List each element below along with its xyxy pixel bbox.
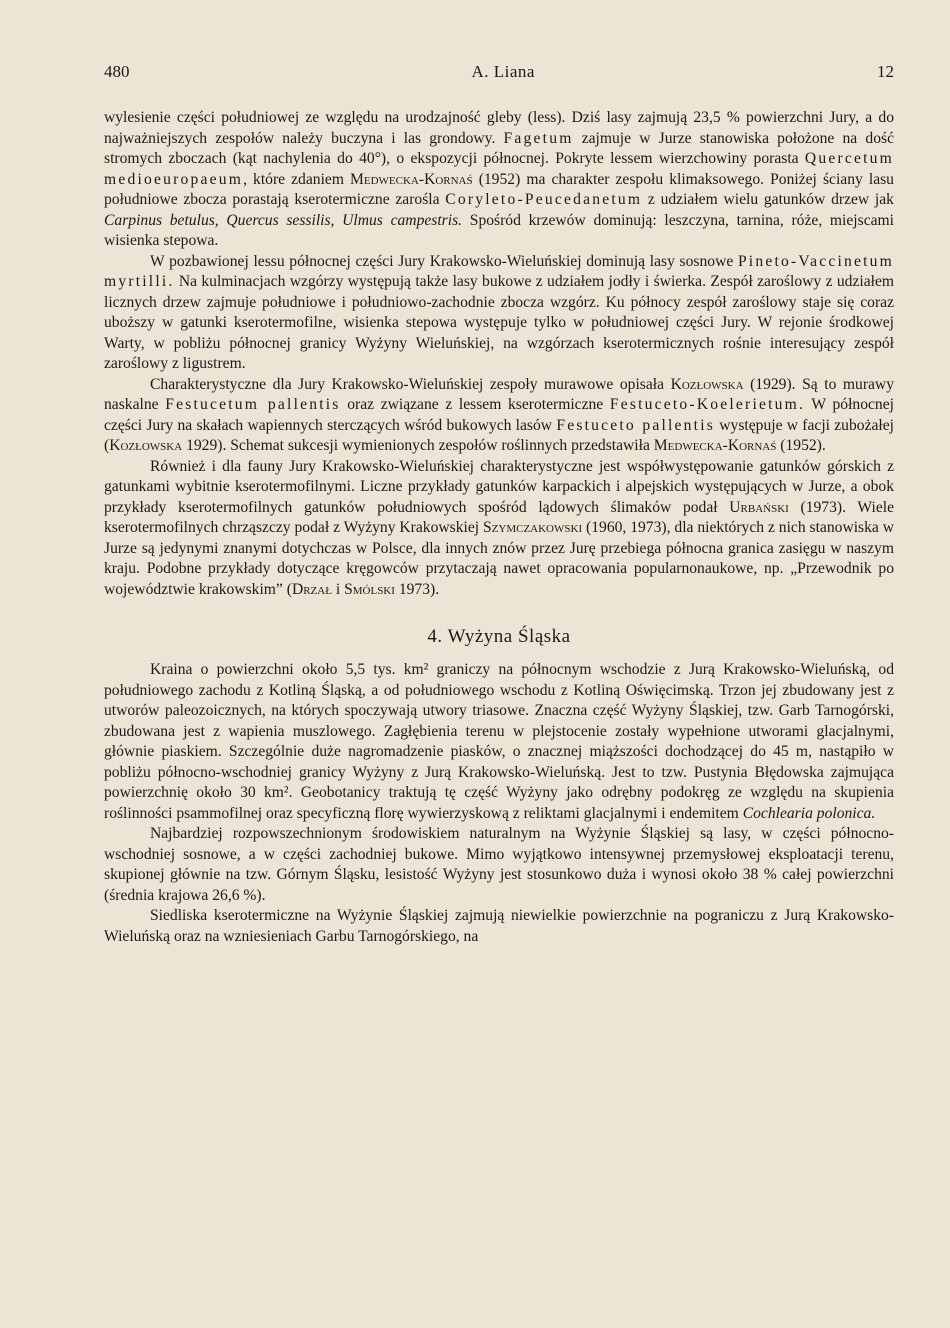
text-run: Najbardziej rozpowszechnionym środowiskiem naturalnym na Wyżynie Śląskiej są lasy, w części północno-wschodniej sosnowe, a w części zachodniej bukowe. Mimo wyjątkowo intensywnej przemysłowej eksploatacji terenu, skupionej głównie na tzw. Górnym Śląsku, lesistość Wyżyny jest stosunkowo duża i wynosi około 38 % całej powierzchni (średnia krajowa 26,6 %). bbox=[104, 825, 894, 904]
text-run: oraz związane z lessem kserotermiczne bbox=[340, 396, 610, 413]
text-run: z udziałem wielu gatunków drzew jak bbox=[642, 191, 894, 208]
paragraph bbox=[104, 660, 894, 824]
author-citation: Medwecka-Kornaś bbox=[350, 170, 473, 188]
issue-number: 12 bbox=[876, 62, 894, 81]
text-run: Siedliska kserotermiczne na Wyżynie Śląskiej zajmują niewielkie powierzchnie na pograniczu z Jurą Krakowsko-Wieluńską oraz na wzniesieniach Garbu Tarnogórskiego, na bbox=[104, 907, 894, 945]
text-run: Kraina o powierzchni około 5,5 tys. km² graniczy na północnym wschodzie z Jurą Krakowsko-Wieluńską, od południowego zachodu z Kotliną Śląską, a od południowego wschodu z Kotliną Oświęcimską. Trzon jej zbudowany jest z utworów paleozoicznych, na których spoczywają utwory triasowe. Znaczna część Wyżyny Śląskiej, tzw. Garb Tarnogórski, zbudowana jest z wapienia muszlowego. Zagłębienia terenu w plejstocenie zostały wypełnione utworami glacjalnymi, głównie piaskiem. Szczególnie duże nagromadzenie piasków, o znacznej miąższości dochodzącej do 45 m, nastąpiło w pobliżu północno-wschodniej granicy Wyżyny z Jurą Krakowsko-Wieluńską. Jest to tzw. Pustynia Błędowska zajmująca powierzchnię około 30 km². Geobotanicy traktują tę część Wyżyny jako odrębny podokręg ze względu na skupienia roślinności psammofilnej oraz specyficzną florę wywierzyskową z reliktami glacjalnymi i endemitem bbox=[104, 661, 894, 822]
text-run: zajmuje w Jurze stanowiska położone na dość stromych zboczach (kąt nachylenia do 40°), o ekspozycji północnej. Pokryte lessem wierzchowiny porasta bbox=[104, 129, 894, 167]
text-run: Spośród krzewów dominują: leszczyna, tarnina, róże, miejscami wisienka stepowa. bbox=[104, 211, 895, 249]
taxon-name: Festucetum pallentis bbox=[165, 396, 341, 413]
text-run: W północnej części Jury na skałach wapiennych sterczących wśród bukowych lasów bbox=[104, 396, 894, 434]
text-run: wylesienie części południowej ze względu na urodzajność gleby (less). Dziś lasy zajmują 23,5 % powierzchni Jury, a do najważniejszych zespołów należy buczyna i las grondowy. bbox=[104, 109, 894, 147]
author-citation: Medwecka-Kornaś bbox=[653, 437, 777, 454]
text-run: Na kulminacjach wzgórzy występują także lasy bukowe z udziałem jodły i świerka. Zespół zaroślowy z udziałem licznych drzew zajmuje południowe i południowo-zachodnie zbocza wzgórz. Ku północy zespół zaroślowy staje się coraz uboższy w gatunki kserotermofilne, wisienka stepowa występuje tylko w południowej części Jury. W rejonie środkowej Warty, w pobliżu północnej granicy Wyżyny Wieluńskiej, na wzgórzach kserotermicznych rośnie interesujący zespół zaroślowy z ligustrem. bbox=[104, 273, 894, 372]
text-run: (1952). bbox=[776, 437, 826, 454]
paragraph bbox=[104, 375, 894, 457]
author-citation: Smólski bbox=[344, 580, 395, 598]
body-text bbox=[104, 108, 894, 947]
running-title-author: A. Liana bbox=[471, 62, 535, 81]
text-run: W pozbawionej lessu północnej części Jury Krakowsko-Wieluńskiej dominują lasy sosnowe bbox=[150, 252, 738, 270]
text-run: (1929). Są to murawy naskalne bbox=[104, 375, 894, 413]
taxon-name: Coryleto-Peucedanetum bbox=[445, 191, 643, 208]
text-run: (1952) ma charakter zespołu klimaksowego. Poniżej ściany lasu południowe zbocza porastają kserotermiczne zarośla bbox=[104, 170, 894, 208]
paragraph bbox=[104, 457, 894, 601]
text-run: i bbox=[331, 580, 345, 598]
author-citation: Kozłowska bbox=[109, 437, 183, 454]
text-run: (1960, 1973), dla niektórych z nich stanowiska w Jurze są jedynymi znanymi dotychczas w Polsce, dla innych znów przez Jurę przebiega północna granica zasięgu w naszym kraju. Podobne przykłady dotyczące kręgowców przytaczają nawet opracowania popularnonaukowe, np. „Przewodnik po województwie krakowskim” ( bbox=[104, 519, 894, 598]
taxon-name: Quercetum medioeuropaeum bbox=[104, 150, 894, 188]
paragraph bbox=[104, 824, 894, 906]
author-citation: Drzał bbox=[291, 580, 332, 598]
taxon-name: Festuceto pallentis bbox=[556, 416, 715, 434]
paragraph bbox=[104, 906, 894, 947]
section-heading: 4. Wyżyna Śląska bbox=[427, 626, 571, 647]
text-run: występuje w facji zubożałej ( bbox=[104, 416, 894, 454]
text-run: (1973). Wiele kserotermofilnych chrząszczy podał z Wyżyny Krakowskiej bbox=[104, 498, 894, 536]
text-run: 1973). bbox=[394, 580, 440, 598]
text-run: 1929). Schemat sukcesji wymienionych zespołów roślinnych przedstawiła bbox=[182, 437, 654, 454]
taxon-name: Fagetum bbox=[503, 129, 574, 147]
author-citation: Urbański bbox=[729, 498, 789, 516]
page-number: 480 bbox=[104, 62, 130, 81]
taxon-name: Pineto-Vaccinetum myrtilli. bbox=[104, 252, 894, 290]
text-run: Również i dla fauny Jury Krakowsko-Wieluńskiej charakterystyczne jest współwystępowanie gatunków górskich z gatunkami wybitnie kserotermofilnymi. Liczne przykłady gatunków karpackich i alpejskich występujących w Jurze, a obok przykłady kserotermofilnych gatunków południowych spośród lądowych ślimaków podał bbox=[104, 457, 894, 516]
paragraph bbox=[104, 252, 894, 375]
running-header bbox=[104, 62, 894, 82]
author-citation: Szymczakowski bbox=[483, 519, 583, 536]
paragraph bbox=[104, 108, 894, 252]
text-run: , które zdaniem bbox=[243, 170, 351, 188]
taxon-name: Festuceto-Koelerietum. bbox=[609, 396, 806, 413]
author-citation: Kozłowska bbox=[670, 375, 744, 393]
taxon-name: Carpinus betulus, Quercus sessilis, Ulmus campestris. bbox=[104, 211, 463, 229]
taxon-name: Cochlearia polonica. bbox=[742, 804, 876, 822]
text-run: Charakterystyczne dla Jury Krakowsko-Wieluńskiej zespoły murawowe opisała bbox=[150, 375, 671, 393]
